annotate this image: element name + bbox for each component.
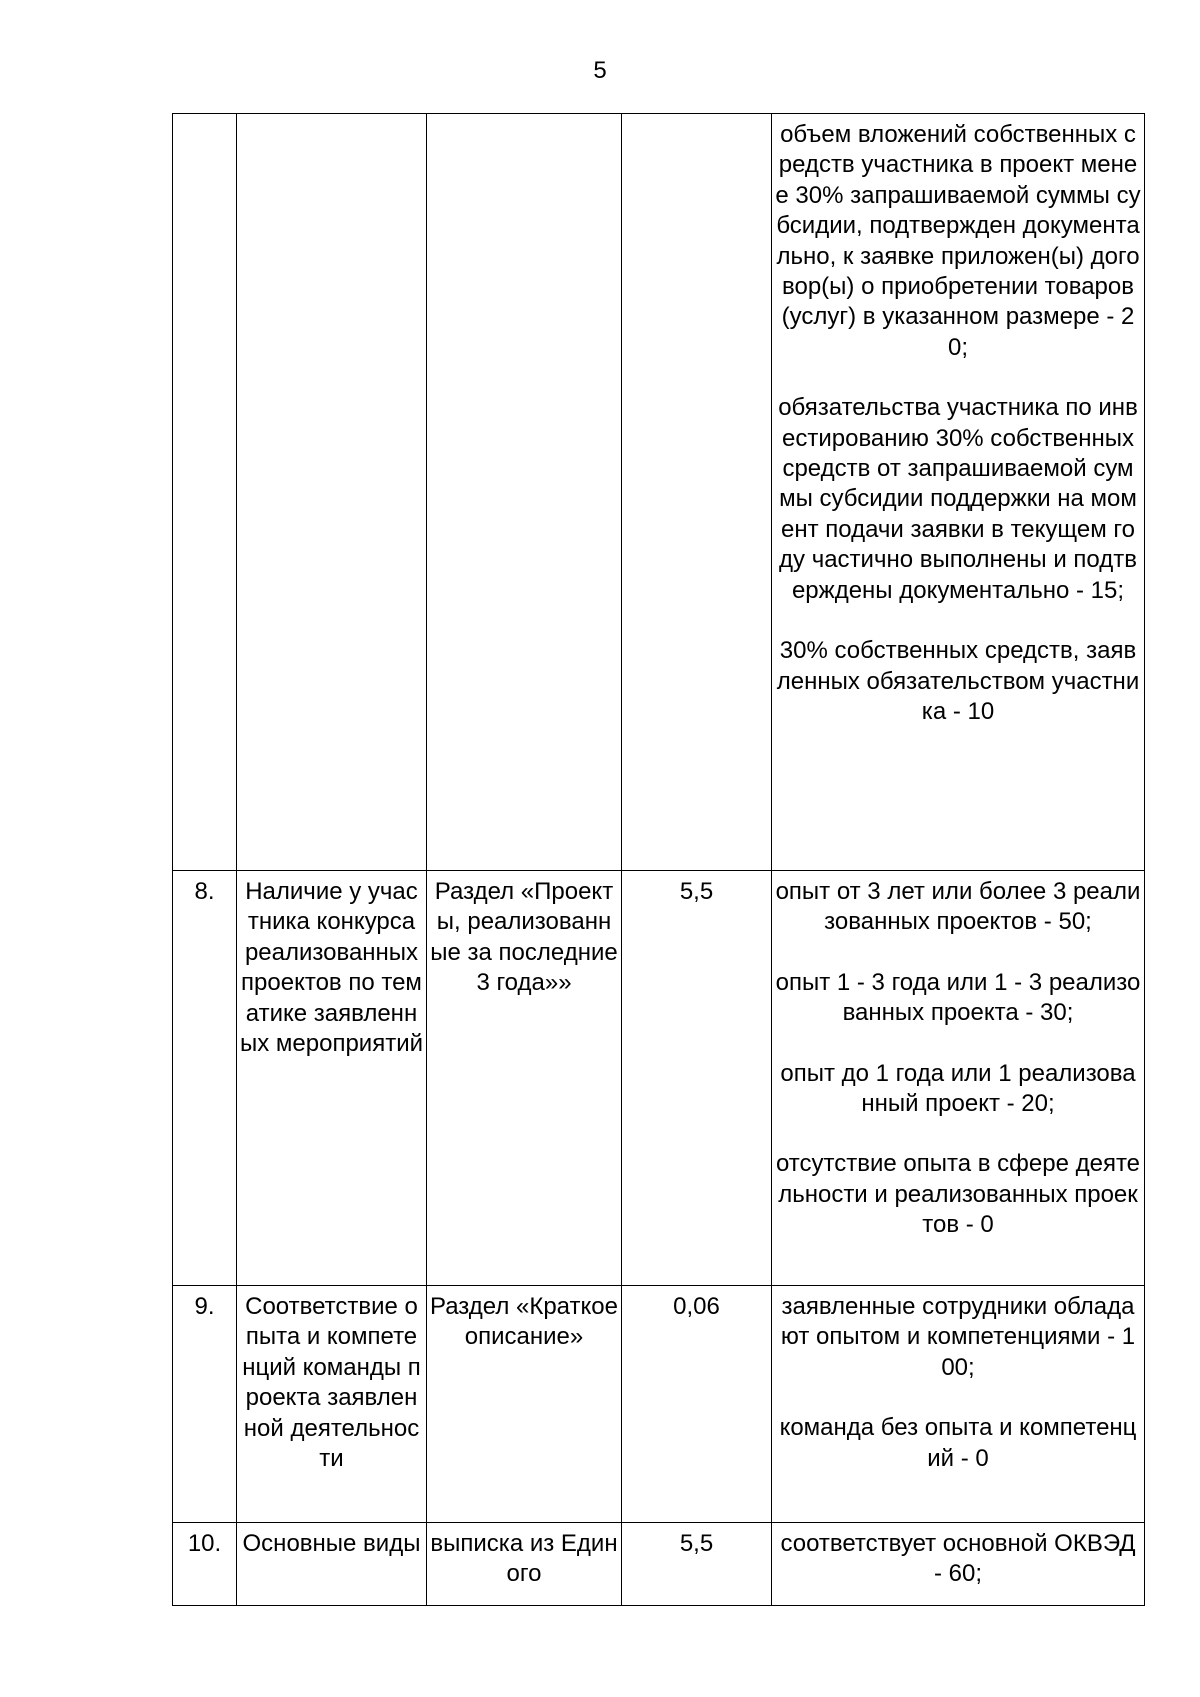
row-number-cell	[173, 114, 237, 871]
scale-cell	[772, 871, 1145, 1286]
table-row	[173, 1523, 1145, 1606]
scale-item: опыт от 3 лет или более 3 реализованных проектов - 50;	[775, 878, 1141, 936]
scale-item: 30% собственных средств, заявленных обязательством участника - 10	[776, 637, 1140, 725]
weight-cell: 5,5	[622, 1523, 772, 1606]
weight-cell: 0,06	[622, 1286, 772, 1523]
row-number-cell: 10.	[173, 1523, 237, 1606]
criterion-cell	[237, 114, 427, 871]
source-cell: выписка из Единого	[427, 1523, 622, 1606]
criterion-cell: Соответствие опыта и компетенций команды проекта заявленной деятельности	[237, 1286, 427, 1523]
weight-cell: 5,5	[622, 871, 772, 1286]
table-row	[173, 114, 1145, 871]
scale-item: заявленные сотрудники обладают опытом и компетенциями - 100;	[780, 1293, 1136, 1381]
row-number-cell: 8.	[173, 871, 237, 1286]
page-number: 5	[593, 57, 607, 84]
scale-cell	[772, 1523, 1145, 1606]
scale-cell	[772, 1286, 1145, 1523]
row-number-cell: 9.	[173, 1286, 237, 1523]
scale-item: обязательства участника по инвестированию 30% собственных средств от запрашиваемой суммы субсидии поддержки на момент подачи заявки в текущем году частично выполнены и подтверждены документально - 15;	[778, 394, 1138, 604]
scale-item: соответствует основной ОКВЭД - 60;	[780, 1530, 1136, 1588]
table-row	[173, 1286, 1145, 1523]
source-cell: Раздел «Краткое описание»	[427, 1286, 622, 1523]
scale-item: команда без опыта и компетенций - 0	[779, 1414, 1137, 1472]
scale-item: опыт до 1 года или 1 реализованный проект - 20;	[780, 1059, 1136, 1118]
table-row	[173, 871, 1145, 1286]
criterion-cell: Основные виды	[237, 1523, 427, 1606]
scale-item: объем вложений собственных средств участника в проект менее 30% запрашиваемой суммы субсидии, подтвержден документально, к заявке приложен(ы) договор(ы) о приобретении товаров (услуг) в указанном размере - 20;	[775, 121, 1141, 361]
criterion-cell: Наличие у участника конкурса реализованных проектов по тематике заявленных мероприятий	[237, 871, 427, 1286]
scale-item: опыт 1 - 3 года или 1 - 3 реализованных проекта - 30;	[775, 968, 1141, 1027]
scale-item: отсутствие опыта в сфере деятельности и реализованных проектов - 0	[775, 1150, 1141, 1239]
weight-cell	[622, 114, 772, 871]
source-cell	[427, 114, 622, 871]
criteria-table	[172, 113, 1145, 1606]
source-cell: Раздел «Проекты, реализованные за последние 3 года»»	[427, 871, 622, 1286]
scale-cell	[772, 114, 1145, 871]
